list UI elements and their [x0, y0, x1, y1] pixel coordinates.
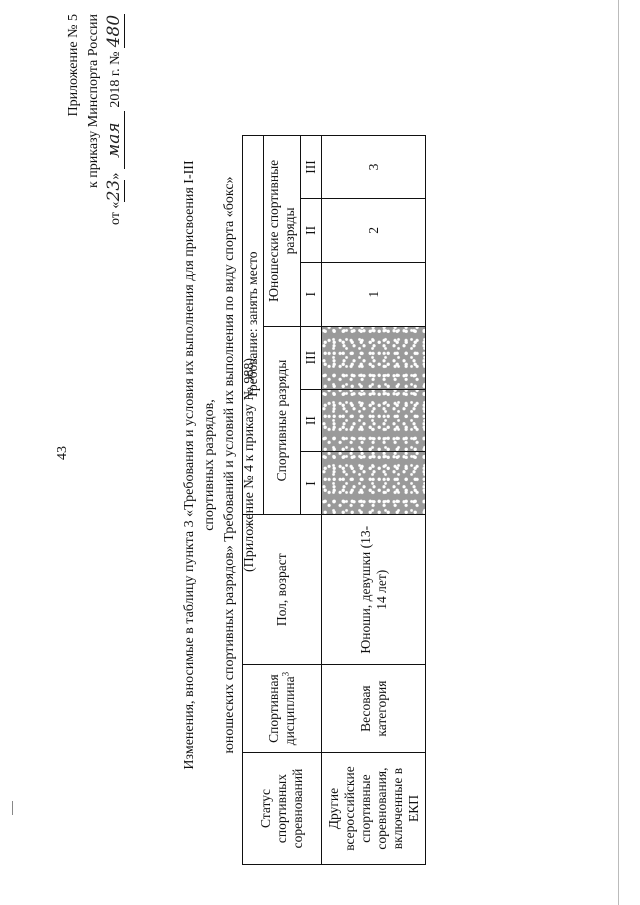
margin-mark — [12, 801, 13, 815]
scan-edge-line — [618, 0, 619, 905]
appendix-block — [64, 14, 126, 225]
date-prefix: от « — [108, 201, 123, 225]
sport-rank-2-cell — [322, 389, 426, 452]
header-status: Статус спортивных соревнований — [243, 753, 322, 865]
appendix-line-2: к приказу Минспорта России — [86, 14, 101, 189]
appendix-line-1: Приложение № 5 — [66, 14, 81, 117]
header-sport-ranks: Спортивные разряды — [264, 326, 301, 515]
youth-rank-3-cell: 3 — [322, 136, 426, 199]
header-requirement: Требование: занять место — [243, 136, 264, 515]
header-youth-ranks: Юношеские спортивные разряды — [264, 136, 301, 327]
title-line-2: юношеских спортивных разрядов» Требований и условий их выполнения по виду спорта «бокс» — [222, 176, 237, 754]
youth-rank-2-cell: 2 — [322, 198, 426, 262]
title-line-1: Изменения, вносимые в таблицу пункта 3 «Требования и условия их выполнения для присвоения I-III спортивных разрядов, — [182, 160, 217, 770]
header-discipline — [243, 665, 322, 753]
rank-col-sport-2: II — [301, 389, 322, 452]
rank-col-sport-1: I — [301, 452, 322, 515]
date-month: мая — [104, 111, 125, 169]
title-line-3: (Приложение № 4 к приказу № 988) — [242, 358, 257, 573]
header-discipline-text: Спортивная дисциплина — [266, 674, 297, 746]
header-gender-age: Пол, возраст — [243, 515, 322, 665]
rank-col-sport-3: III — [301, 326, 322, 389]
rank-col-youth-1: I — [301, 262, 322, 326]
rank-col-youth-3: III — [301, 136, 322, 199]
youth-rank-1-cell: 1 — [322, 262, 426, 326]
date-quote: » — [108, 172, 123, 180]
row-status: Другие всероссийские спортивные соревнования, включенные в ЕКП — [322, 753, 426, 865]
sport-rank-3-cell — [322, 326, 426, 389]
page-number: 43 — [55, 446, 70, 460]
row-gender-age: Юноши, девушки (13-14 лет) — [322, 515, 426, 665]
order-number: 480 — [104, 14, 124, 48]
row-discipline: Весовая категория — [322, 665, 426, 753]
sport-rank-1-cell — [322, 452, 426, 515]
footnote-mark: 3 — [280, 671, 291, 677]
appendix-date-line — [104, 14, 126, 225]
rank-col-youth-2: II — [301, 198, 322, 262]
requirements-table — [242, 135, 426, 865]
date-day: 23 — [104, 179, 124, 202]
date-year: 2018 г. № — [108, 51, 123, 108]
